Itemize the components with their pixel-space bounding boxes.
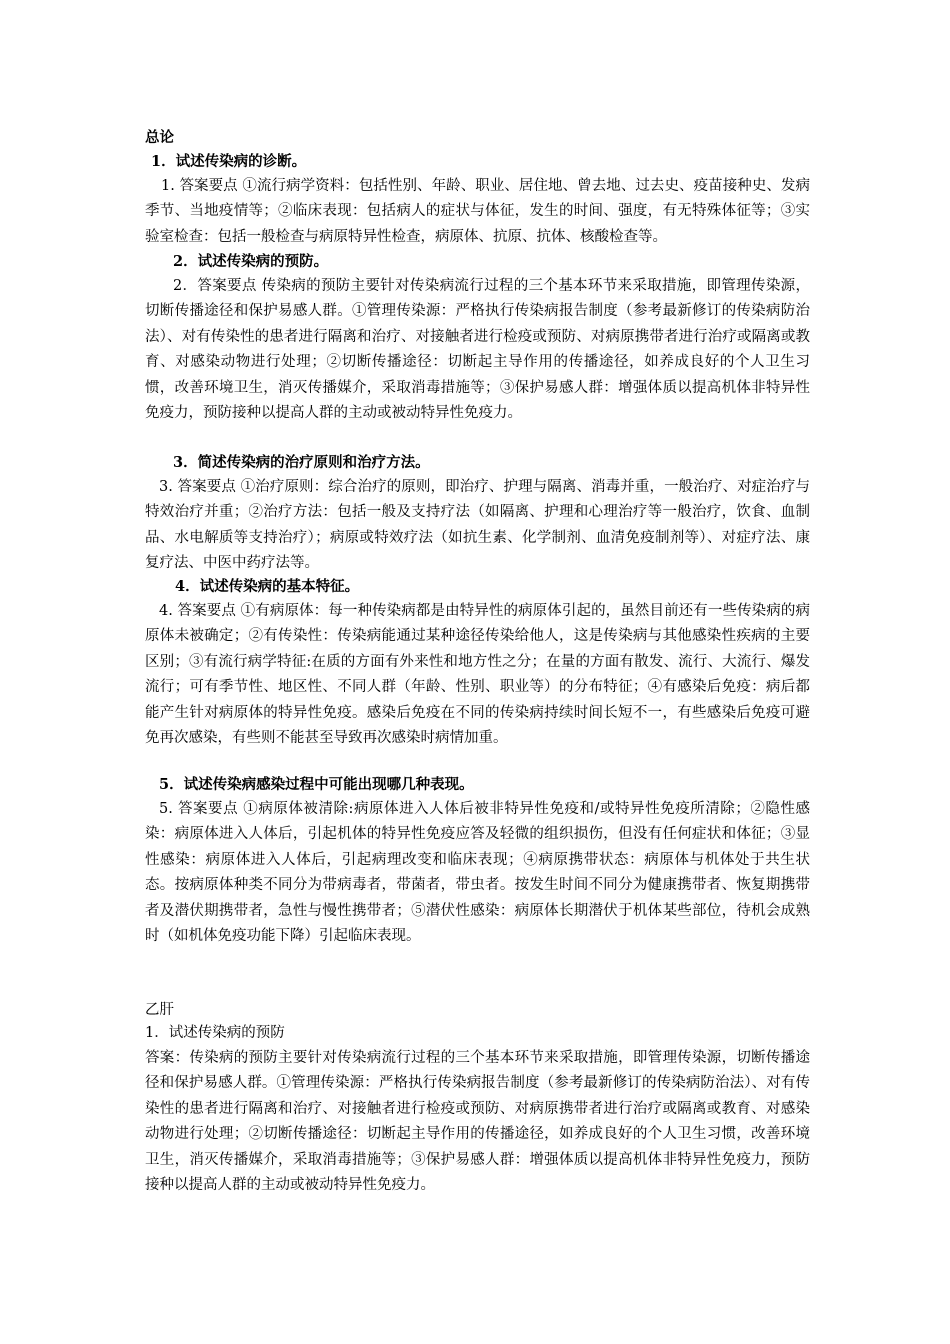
answer-3: 3. 答案要点 ①治疗原则：综合治疗的原则，即治疗、护理与隔离、消毒并重，一般治疗、对症治疗与特效治疗并重；②治疗方法：包括一般及支持疗法（如隔离、护理和心理治疗等一般治疗，饮食、血制品、水电解质等支持治疗）；病原或特效疗法（如抗生素、化学制剂、血清免疫制剂等）、对症疗法、康复疗法、中医中药疗法等。 (145, 479, 810, 572)
answer-5: 5. 答案要点 ①病原体被清除:病原体进入人体后被非特异性免疫和/或特异性免疫所清除；②隐性感染：病原体进入人体后，引起机体的特异性免疫应答及轻微的组织损伤，但没有任何症状和体征；③显性感染：病原体进入人体后，引起病理改变和临床表现；④病原携带状态：病原体与机体处于共生状态。按病原体种类不同分为带病毒者，带菌者，带虫者。按发生时间不同分为健康携带者、恢复期携带者及潜伏期携带者，急性与慢性携带者；⑤潜伏性感染：病原体长期潜伏于机体某些部位，待机会成熟时（如机体免疫功能下降）引起临床表现。 (145, 801, 810, 945)
section-title-general: 总论 (145, 129, 174, 146)
hepb-answer-1: 答案：传染病的预防主要针对传染病流行过程的三个基本环节来采取措施，即管理传染源，切断传播途径和保护易感人群。①管理传染源：严格执行传染病报告制度（参考最新修订的传染病防治法）、对有传染性的患者进行隔离和治疗、对接触者进行检疫或预防、对病原携带者进行治疗或隔离或教育、对感染动物进行处理；②切断传播途径：切断起主导作用的传播途径，如养成良好的个人卫生习惯，改善环境卫生，消灭传播媒介，采取消毒措施等；③保护易感人群：增强体质以提高机体非特异性免疫力，预防接种以提高人群的主动或被动特异性免疫力。 (145, 1050, 810, 1194)
hepb-question-1: 1．试述传染病的预防 (145, 1025, 285, 1041)
question-5: 5．试述传染病感染过程中可能出现哪几种表现。 (159, 776, 474, 793)
question-4: 4．试述传染病的基本特征。 (175, 578, 360, 595)
question-2: 2．试述传染病的预防。 (173, 253, 329, 270)
question-3: 3．简述传染病的治疗原则和治疗方法。 (173, 454, 430, 471)
question-1: 1．试述传染病的诊断。 (151, 153, 307, 170)
answer-1: 1. 答案要点 ①流行病学资料：包括性别、年龄、职业、居住地、曾去地、过去史、疫苗接种史、发病季节、当地疫情等；②临床表现：包括病人的症状与体征，发生的时间、强度，有无特殊体征等；③实验室检查：包括一般检查与病原特异性检查，病原体、抗原、抗体、核酸检查等。 (145, 178, 810, 245)
section-title-hepatitis-b: 乙肝 (145, 1002, 174, 1018)
answer-4: 4. 答案要点 ①有病原体：每一种传染病都是由特异性的病原体引起的，虽然目前还有一些传染病的病原体未被确定；②有传染性：传染病能通过某种途径传染给他人，这是传染病与其他感染性疾病的主要区别；③有流行病学特征:在质的方面有外来性和地方性之分；在量的方面有散发、流行、大流行、爆发流行；可有季节性、地区性、不同人群（年龄、性别、职业等）的分布特征；④有感染后免疫：病后都能产生针对病原体的特异性免疫。感染后免疫在不同的传染病持续时间长短不一，有些感染后免疫可避免再次感染，有些则不能甚至导致再次感染时病情加重。 (145, 603, 810, 747)
answer-2: 2．答案要点 传染病的预防主要针对传染病流行过程的三个基本环节来采取措施，即管理传染源，切断传播途径和保护易感人群。①管理传染源：严格执行传染病报告制度（参考最新修订的传染病防治法）、对有传染性的患者进行隔离和治疗、对接触者进行检疫或预防、对病原携带者进行治疗或隔离或教育、对感染动物进行处理；②切断传播途径：切断起主导作用的传播途径，如养成良好的个人卫生习惯，改善环境卫生，消灭传播媒介，采取消毒措施等；③保护易感人群：增强体质以提高机体非特异性免疫力，预防接种以提高人群的主动或被动特异性免疫力。 (145, 278, 810, 422)
